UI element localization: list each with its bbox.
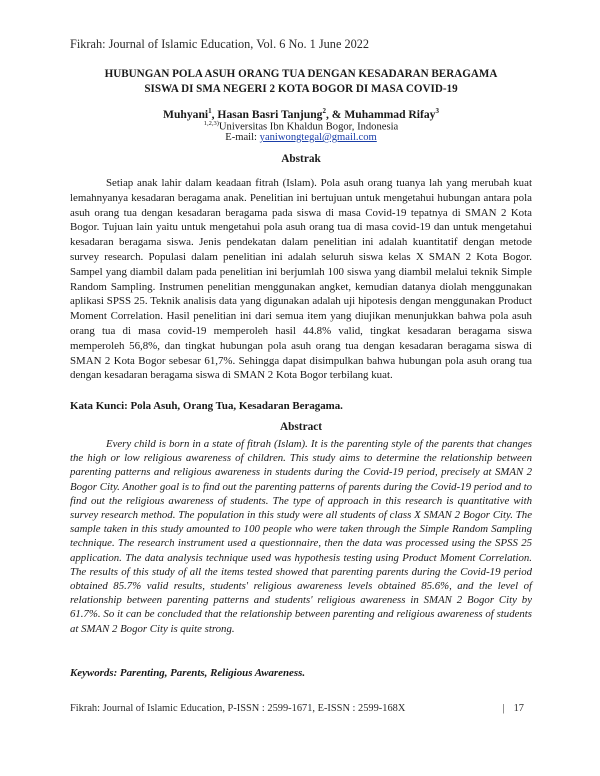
email-line xyxy=(70,131,532,145)
affiliation-sup: 1,2,3) xyxy=(203,120,219,127)
running-head: Fikrah: Journal of Islamic Education, Vol. 6 No. 1 June 2022 xyxy=(70,37,370,51)
page-footer xyxy=(70,703,532,714)
paper-title xyxy=(70,67,532,97)
kata-kunci: Kata Kunci: Pola Asuh, Orang Tua, Kesadaran Beragama. xyxy=(70,400,343,412)
abstract-paragraph: Every child is born in a state of fitrah (Islam). It is the parenting style of the parents that changes the high or low religious awareness of children. This study aims to determine the relationship between parenting patterns and religious awareness in students during the Covid-19 period, precisely at SMAN 2 Bogor City. Another goal is to find out the parenting patterns of parents during the Covid-19 period and to find out the religious awareness of students. The type of approach in this research is quantitative with survey research method. The population in this study were all students of class X SMAN 2 Bogor City. The sample taken in this study amounted to 100 people who were taken through the Simple Random Sampling technique. The research instrument used a questionnaire, then the data was processed using the SPSS 25 application. The data analysis technique used was hypothesis testing using Product Moment Correlation. The results of this study of all the items tested showed that parenting parents during the Covid-19 period obtained 85.7% valid results, students' religious awareness levels obtained 85.6%, and the level of relationship between parenting patterns and students' religious awareness in SMAN 2 Bogor City by 61.7%. So it can be concluded that the relationship between parenting and religious awareness of students at SMAN 2 Bogor City is quite strong. xyxy=(70,438,532,635)
author-3: , & Muhammad Rifay xyxy=(325,107,436,121)
abstract-heading: Abstract xyxy=(279,421,323,433)
page-number-block xyxy=(503,703,524,714)
abstrak-heading: Abstrak xyxy=(281,153,321,165)
author-1: Muhyani xyxy=(163,107,209,121)
author-3-affil: 3 xyxy=(435,107,439,115)
keywords-en: Keywords: Parenting, Parents, Religious Awareness. xyxy=(70,667,306,679)
author-1-affil: 1 xyxy=(208,107,212,115)
title-line-1: HUBUNGAN POLA ASUH ORANG TUA DENGAN KESADARAN BERAGAMA xyxy=(104,68,498,80)
author-2-affil: 2 xyxy=(322,107,326,115)
email-label: E-mail: xyxy=(225,132,260,143)
title-line-2: SISWA DI SMA NEGERI 2 KOTA BOGOR DI MASA COVID-19 xyxy=(144,83,458,95)
footer-journal-info: Fikrah: Journal of Islamic Education, P-ISSN : 2599-1671, E-ISSN : 2599-168X xyxy=(70,703,406,714)
email-link[interactable]: yaniwongtegal@gmail.com xyxy=(259,132,377,143)
author-2: , Hasan Basri Tanjung xyxy=(211,107,323,121)
abstrak-paragraph: Setiap anak lahir dalam keadaan fitrah (Islam). Pola asuh orang tuanya lah yang merubah kuat lemahnyanya kesadaran beragama anak. Penelitian ini bertujuan untuk mengetahui hubungan antara pola asuh orang tua dengan kesadaran beragama pada siswa di masa Covid-19 tepatnya di SMAN 2 Kota Bogor. Tujuan lain yaitu untuk mengetahui pola asuh orang tua di masa covid-19 dan untuk mengetahui kesadaran beragama siswa. Jenis pendekatan dalam penelitian ini adalah kuantitatif dengan metode survey research. Populasi dalam penelitian ini adalah seluruh siswa kelas X SMAN 2 Kota Bogor. Sampel yang diambil dalam pada penelitian ini berjumlah 100 siswa yang diambil melalui teknik Simple Random Sampling. Instrumen penelitian menggunakan angket, kemudian datanya diolah menggunakan aplikasi SPSS 25. Teknik analisis data yang digunakan adalah uji hipotesis dengan menggunakan Product Moment Correlation. Hasil penelitian ini dari semua item yang diujikan menunjukkan bahwa pola asuh orang tua di masa covid-19 memperoleh hasil 44.8% valid, tingkat kesadaran beragama siswa memperoleh 56,8%, dan tingkat hubungan pola asuh orang tua dengan kesadaran beragama siswa di SMAN 2 Kota Bogor sebesar 61,7%. Sehingga dapat disimpulkan bahwa hubungan pola asuh orang tua dengan kesadaran beragama siswa di SMAN 2 Kota Bogor terbilang kuat. xyxy=(70,177,532,382)
affiliation-text: Universitas Ibn Khaldun Bogor, Indonesia xyxy=(218,121,399,133)
footer-separator: | xyxy=(502,703,505,714)
page-number: 17 xyxy=(513,703,524,714)
